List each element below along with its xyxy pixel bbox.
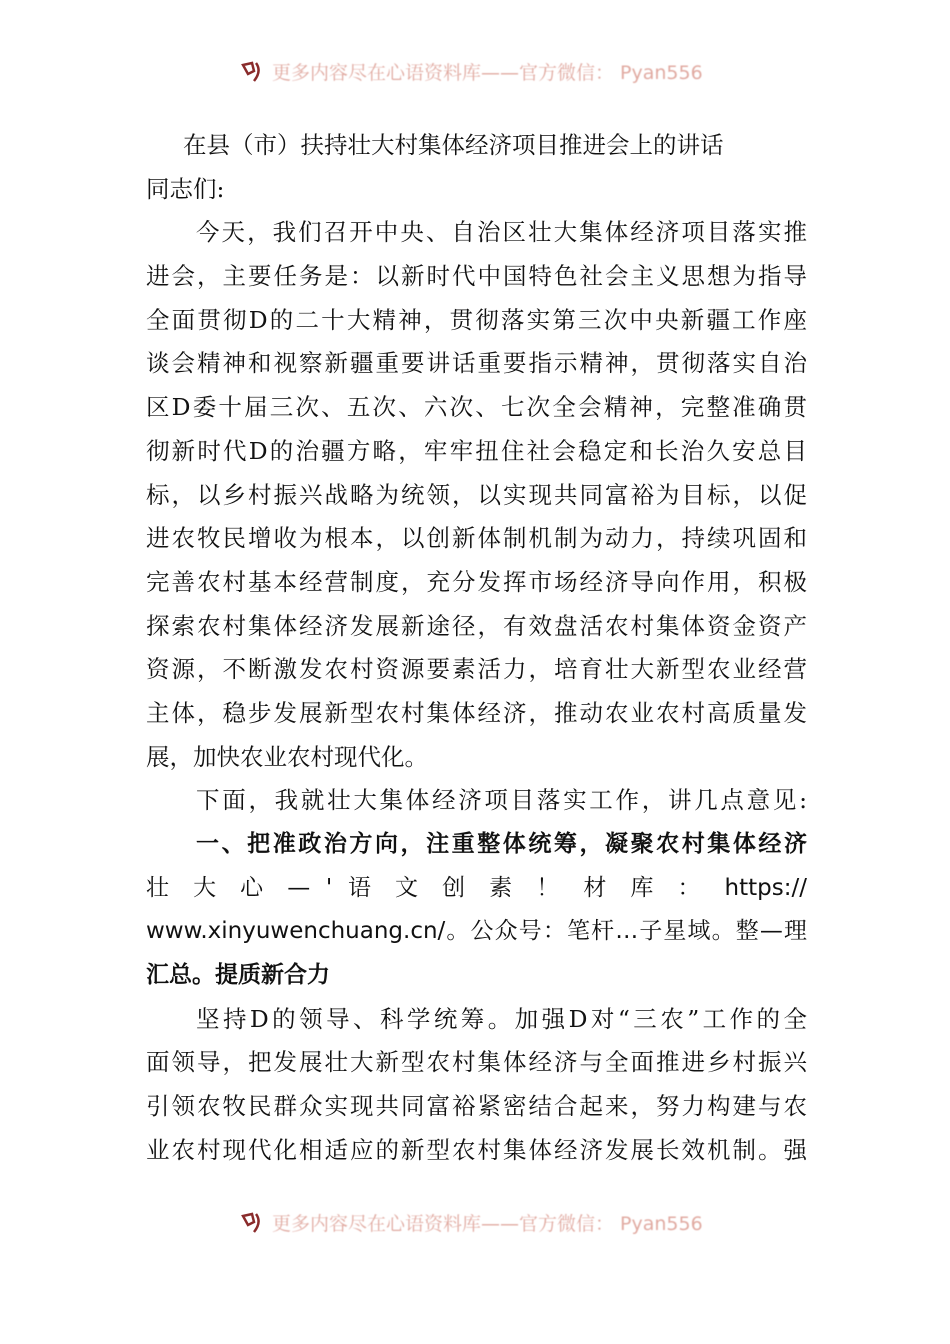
text-line: 完善农村基本经营制度，充分发挥市场经济导向作用，积极 bbox=[146, 567, 807, 596]
text-line: 探索农村集体经济发展新途径，有效盘活农村集体资金资产 bbox=[146, 611, 807, 640]
section-heading-1 bbox=[146, 823, 807, 998]
paragraph-intro bbox=[146, 211, 807, 779]
text-line: 区D委十届三次、五次、六次、七次全会精神，完整准确贯 bbox=[146, 393, 807, 422]
footer-watermark bbox=[240, 1207, 720, 1237]
text-line: 谈会精神和视察新疆重要讲话重要指示精神，贯彻落实自治 bbox=[146, 349, 807, 378]
text-line: 面领导，把发展壮大新型农村集体经济与全面推进乡村振兴 bbox=[146, 1048, 807, 1077]
logo-icon bbox=[240, 59, 264, 83]
text-line: 全面贯彻D的二十大精神，贯彻落实第三次中央新疆工作座 bbox=[146, 305, 807, 334]
heading-line: www.xinyuwenchuang.cn/。公众号：笔杆…子星域。整—理 bbox=[146, 918, 807, 945]
watermark-text: 更多内容尽在心语资料库——官方微信： Pyan556 bbox=[272, 1212, 703, 1235]
header-watermark bbox=[240, 56, 720, 86]
heading-line: 壮 大 心 — ' 语 文 创 素 ！ 材 库 ： https:// bbox=[146, 874, 807, 901]
watermark-text: 更多内容尽在心语资料库——官方微信： Pyan556 bbox=[272, 61, 703, 84]
document-title: 在县（市）扶持壮大村集体经济项目推进会上的讲话 bbox=[183, 131, 724, 159]
paragraph-leadership bbox=[146, 998, 807, 1173]
paragraph-transition: 下面，我就壮大集体经济项目落实工作，讲几点意见: bbox=[196, 786, 807, 815]
document-body bbox=[146, 124, 807, 1173]
text-line: 彻新时代D的治疆方略，牢牢扭住社会稳定和长治久安总目 bbox=[146, 436, 807, 465]
text-line: 主体，稳步发展新型农村集体经济，推动农业农村高质量发 bbox=[146, 698, 807, 727]
text-line: 今天，我们召开中央、自治区壮大集体经济项目落实推 bbox=[196, 218, 807, 247]
text-line: 进农牧民增收为根本，以创新体制机制为动力，持续巩固和 bbox=[146, 524, 807, 553]
text-line: 资源，不断激发农村资源要素活力，培育壮大新型农业经营 bbox=[146, 655, 807, 684]
text-line: 展，加快农业农村现代化。 bbox=[146, 742, 428, 771]
text-line: 进会，主要任务是：以新时代中国特色社会主义思想为指导 bbox=[146, 262, 807, 291]
logo-icon bbox=[240, 1210, 264, 1234]
text-line: 标，以乡村振兴战略为统领，以实现共同富裕为目标，以促 bbox=[146, 480, 807, 509]
text-line: 引领农牧民群众实现共同富裕紧密结合起来，努力构建与农 bbox=[146, 1092, 807, 1121]
text-line: 业农村现代化相适应的新型农村集体经济发展长效机制。强 bbox=[146, 1135, 807, 1164]
text-line: 坚持D的领导、科学统筹。加强D对“三农”工作的全 bbox=[196, 1004, 807, 1033]
salutation: 同志们: bbox=[146, 174, 225, 203]
heading-line: 一、把准政治方向，注重整体统筹，凝聚农村集体经济 bbox=[196, 831, 807, 857]
heading-line: 汇总。提质新合力 bbox=[146, 962, 330, 989]
